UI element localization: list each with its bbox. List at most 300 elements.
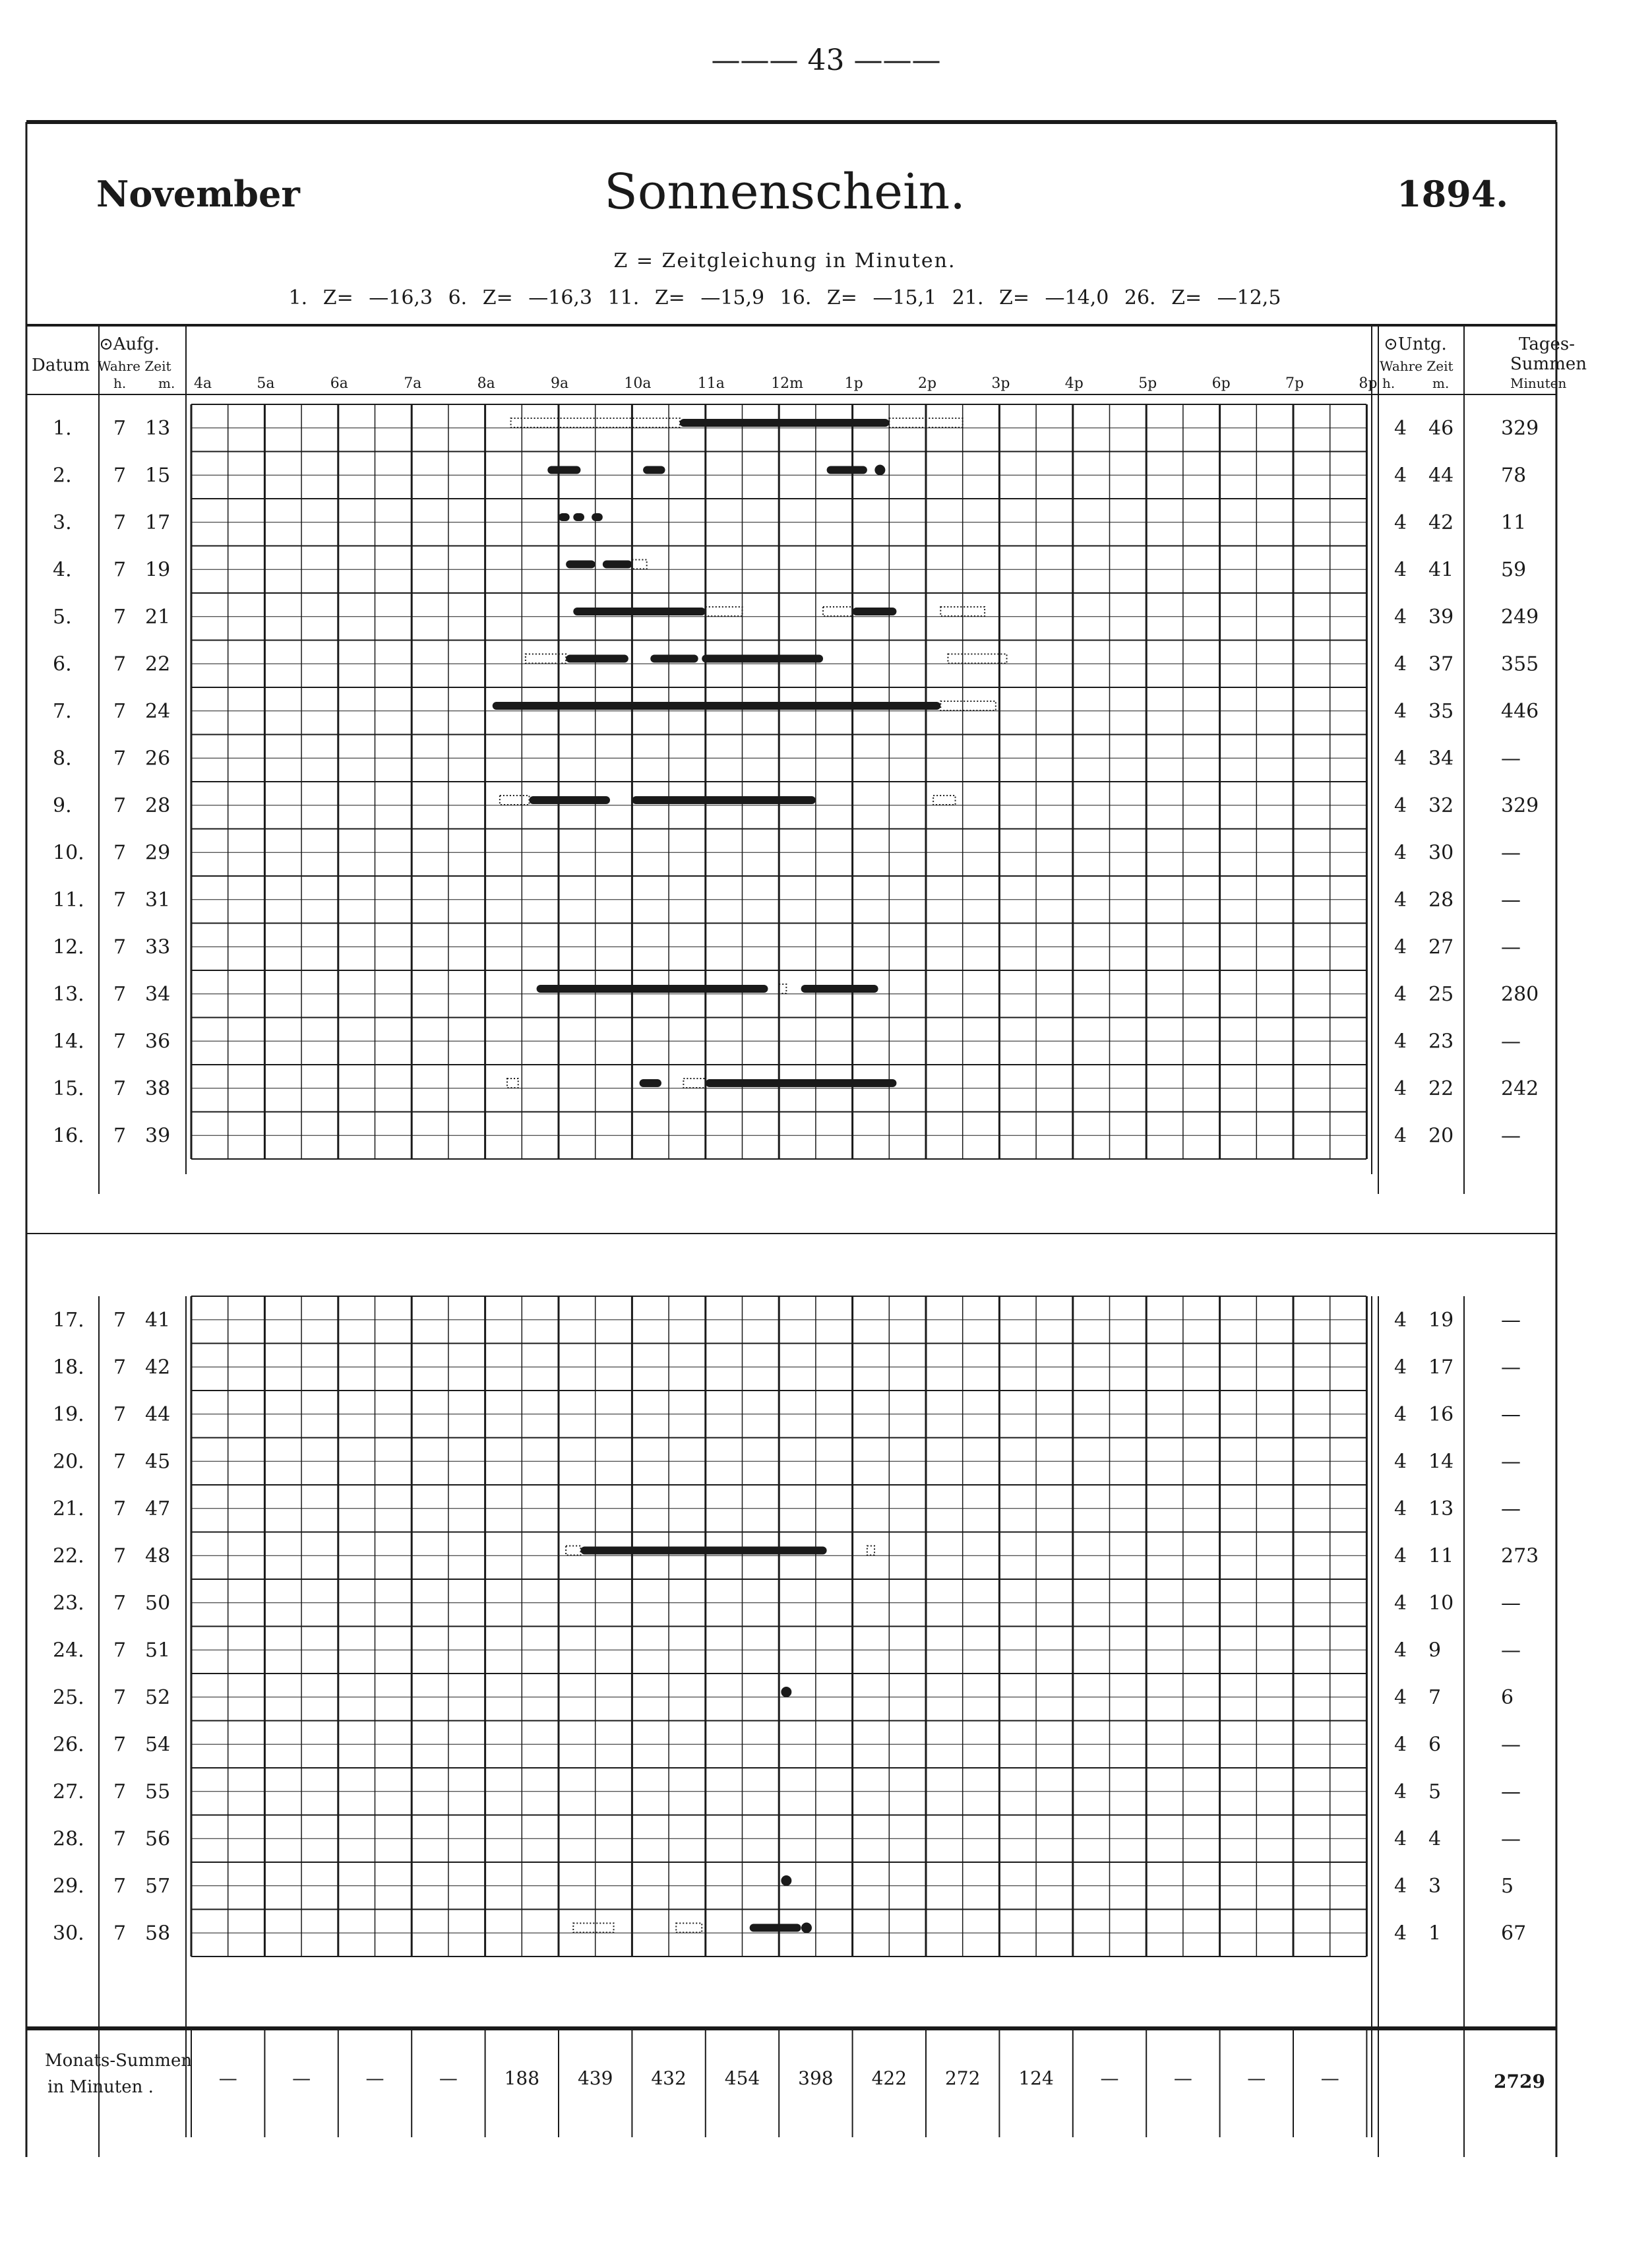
sunrise-hour: 7 bbox=[113, 606, 127, 629]
sunset-minute: 16 bbox=[1428, 1403, 1454, 1426]
sun-trace-faint bbox=[779, 984, 786, 993]
daily-total: — bbox=[1501, 889, 1521, 912]
daily-total: 446 bbox=[1501, 700, 1539, 723]
hour-label: 3p bbox=[991, 375, 1010, 392]
hour-label: 10a bbox=[624, 375, 652, 392]
monthly-sum: — bbox=[1173, 2067, 1192, 2089]
sunrise-minute: 33 bbox=[145, 935, 171, 959]
date-cell: 19. bbox=[53, 1403, 84, 1426]
sunrise-minute: 47 bbox=[145, 1497, 171, 1520]
date-cell: 9. bbox=[53, 794, 72, 817]
date-cell: 8. bbox=[53, 747, 72, 770]
sunset-minute: 42 bbox=[1428, 511, 1454, 534]
sunrise-minute: 26 bbox=[145, 747, 171, 770]
daily-total: 273 bbox=[1501, 1544, 1539, 1568]
sunrise-minute: 15 bbox=[145, 464, 171, 487]
sun-trace bbox=[640, 1079, 661, 1087]
sunrise-minute: 54 bbox=[145, 1733, 171, 1757]
date-cell: 30. bbox=[53, 1922, 84, 1945]
sun-trace-faint bbox=[573, 1924, 613, 1933]
daily-total: 5 bbox=[1501, 1875, 1514, 1898]
year-label: 1894. bbox=[1397, 173, 1509, 215]
sunset-header: ⊙Untg. bbox=[1384, 334, 1447, 354]
sunset-hour: 4 bbox=[1394, 1124, 1407, 1148]
sunset-minute: 28 bbox=[1428, 889, 1454, 912]
page-number: ——— 43 ——— bbox=[711, 44, 941, 77]
sunrise-minute: 42 bbox=[145, 1356, 171, 1379]
sun-trace bbox=[853, 608, 897, 615]
date-cell: 7. bbox=[53, 700, 72, 723]
sunset-hour: 4 bbox=[1394, 1403, 1407, 1426]
daily-total: 329 bbox=[1501, 417, 1539, 440]
sunrise-minute: 13 bbox=[145, 417, 171, 440]
daily-total: — bbox=[1501, 1309, 1521, 1332]
hour-label: 7p bbox=[1285, 375, 1304, 392]
equation-values: 1. Z= —16,3 6. Z= —16,3 11. Z= —15,9 16. Z= —15,1 21. Z= —14,0 26. Z= —12,5 bbox=[288, 286, 1281, 309]
sunrise-minutes-header: m. bbox=[158, 375, 175, 391]
table-row bbox=[53, 1309, 1521, 1332]
table-row bbox=[53, 889, 1521, 912]
sunrise-hour: 7 bbox=[113, 1124, 127, 1148]
sunrise-minute: 41 bbox=[145, 1309, 171, 1332]
sunrise-minute: 58 bbox=[145, 1922, 171, 1945]
sunset-hour: 4 bbox=[1394, 1497, 1407, 1520]
table-rows bbox=[53, 417, 1539, 1945]
sun-trace bbox=[580, 1547, 826, 1555]
sunrise-hour: 7 bbox=[113, 794, 127, 817]
sunset-minute: 14 bbox=[1428, 1450, 1454, 1474]
sun-trace-faint bbox=[867, 1546, 874, 1555]
monthly-sum: — bbox=[1247, 2067, 1266, 2089]
table-row bbox=[53, 606, 1539, 629]
sunset-minute: 23 bbox=[1428, 1030, 1454, 1053]
sunset-minute: 6 bbox=[1428, 1733, 1442, 1757]
sunrise-hour: 7 bbox=[113, 1544, 127, 1568]
sunset-hour: 4 bbox=[1394, 841, 1407, 865]
table-row bbox=[53, 1125, 1521, 1148]
daily-total: 6 bbox=[1501, 1686, 1514, 1709]
sunset-minute: 3 bbox=[1428, 1875, 1442, 1898]
daily-total: 249 bbox=[1501, 606, 1539, 629]
hour-grid bbox=[191, 404, 1366, 1957]
sun-trace-faint bbox=[683, 1079, 705, 1088]
monthly-sum: — bbox=[439, 2067, 458, 2089]
sun-trace-faint bbox=[933, 796, 955, 805]
hour-label: 5p bbox=[1138, 375, 1157, 392]
hour-labels bbox=[194, 375, 1377, 392]
daily-total: 78 bbox=[1501, 464, 1527, 487]
table-row bbox=[53, 1780, 1521, 1803]
monthly-sum: 422 bbox=[871, 2067, 907, 2089]
table-row bbox=[53, 1592, 1521, 1615]
sun-dot bbox=[874, 465, 885, 476]
date-cell: 24. bbox=[53, 1639, 84, 1662]
sun-trace bbox=[537, 985, 768, 993]
sunrise-minute: 17 bbox=[145, 511, 171, 534]
table-row bbox=[53, 1497, 1521, 1520]
date-cell: 22. bbox=[53, 1544, 84, 1568]
sunrise-header: ⊙Aufg. bbox=[99, 334, 160, 354]
daily-total: — bbox=[1501, 1030, 1521, 1053]
sunrise-hour: 7 bbox=[113, 417, 127, 440]
sunrise-minute: 28 bbox=[145, 794, 171, 817]
hour-label: 6a bbox=[330, 375, 348, 392]
date-cell: 23. bbox=[53, 1592, 84, 1615]
hour-label: 4p bbox=[1064, 375, 1084, 392]
sunset-hour: 4 bbox=[1394, 1639, 1407, 1662]
sunrise-hour: 7 bbox=[113, 1875, 127, 1898]
sun-trace bbox=[573, 513, 584, 521]
sunrise-minute: 50 bbox=[145, 1592, 171, 1615]
table-frame bbox=[26, 122, 1556, 2157]
sunset-minutes-header: m. bbox=[1432, 375, 1450, 391]
table-row bbox=[53, 1356, 1521, 1379]
sunset-minute: 20 bbox=[1428, 1124, 1454, 1148]
table-row bbox=[53, 559, 1526, 582]
date-cell: 28. bbox=[53, 1827, 84, 1851]
sunset-minute: 25 bbox=[1428, 983, 1454, 1006]
date-cell: 2. bbox=[53, 464, 72, 487]
table-row bbox=[53, 983, 1539, 1006]
equation-note: Z = Zeitgleichung in Minuten. bbox=[613, 249, 956, 272]
sun-trace bbox=[547, 466, 580, 474]
sun-trace-faint bbox=[566, 1546, 580, 1555]
monthly-sum: — bbox=[1320, 2067, 1339, 2089]
sunset-hour: 4 bbox=[1394, 889, 1407, 912]
sunset-hour: 4 bbox=[1394, 1733, 1407, 1757]
sun-trace bbox=[566, 655, 628, 663]
daily-total: — bbox=[1501, 1356, 1521, 1379]
sunset-hour: 4 bbox=[1394, 1450, 1407, 1474]
sunset-minute: 1 bbox=[1428, 1922, 1442, 1945]
date-cell: 26. bbox=[53, 1733, 84, 1757]
hour-label: 8a bbox=[477, 375, 495, 392]
daily-total: — bbox=[1501, 1403, 1521, 1426]
sunset-hour: 4 bbox=[1394, 1686, 1407, 1709]
daily-sums-header-1: Tages- bbox=[1519, 334, 1575, 354]
sunset-hour: 4 bbox=[1394, 1827, 1407, 1851]
sunset-hour: 4 bbox=[1394, 1077, 1407, 1100]
sunrise-hour: 7 bbox=[113, 511, 127, 534]
sunrise-hour: 7 bbox=[113, 1827, 127, 1851]
hour-label: 9a bbox=[551, 375, 569, 392]
sunrise-hour: 7 bbox=[113, 652, 127, 676]
sunset-minute: 46 bbox=[1428, 417, 1454, 440]
sun-trace-faint bbox=[948, 654, 1006, 664]
sun-trace bbox=[827, 466, 867, 474]
sunrise-hour: 7 bbox=[113, 1639, 127, 1662]
sunrise-hour: 7 bbox=[113, 935, 127, 959]
date-cell: 27. bbox=[53, 1780, 84, 1803]
sunshine-traces bbox=[493, 418, 1007, 1933]
daily-total: 280 bbox=[1501, 983, 1539, 1006]
date-cell: 1. bbox=[53, 417, 72, 440]
sunset-hour: 4 bbox=[1394, 794, 1407, 817]
sun-trace-faint bbox=[676, 1924, 702, 1933]
sunrise-minute: 56 bbox=[145, 1827, 171, 1851]
sunset-minute: 11 bbox=[1428, 1544, 1454, 1568]
table-row bbox=[53, 1451, 1521, 1474]
daily-total: — bbox=[1501, 1124, 1521, 1148]
sunrise-hour: 7 bbox=[113, 983, 127, 1006]
page-title: Sonnenschein. bbox=[604, 164, 965, 220]
hour-label: 2p bbox=[918, 375, 937, 392]
date-cell: 5. bbox=[53, 606, 72, 629]
daily-total: 329 bbox=[1501, 794, 1539, 817]
daily-sums-header-3: Minuten bbox=[1510, 375, 1567, 391]
daily-total: — bbox=[1501, 1827, 1521, 1851]
sunrise-hour: 7 bbox=[113, 747, 127, 770]
sun-trace bbox=[559, 513, 570, 521]
sunrise-minute: 22 bbox=[145, 652, 171, 676]
sunset-minute: 44 bbox=[1428, 464, 1454, 487]
monthly-sum: 272 bbox=[944, 2067, 981, 2089]
sunrise-hour: 7 bbox=[113, 1733, 127, 1757]
sunrise-minute: 24 bbox=[145, 700, 171, 723]
date-cell: 25. bbox=[53, 1686, 84, 1709]
sunset-minute: 34 bbox=[1428, 747, 1454, 770]
sun-trace-faint bbox=[632, 560, 646, 569]
hour-label: 11a bbox=[697, 375, 725, 392]
daily-total: — bbox=[1501, 1733, 1521, 1757]
date-cell: 29. bbox=[53, 1875, 84, 1898]
sunset-minute: 9 bbox=[1428, 1639, 1442, 1662]
monthly-sums-label: Monats-Summen bbox=[45, 2051, 193, 2071]
sun-trace bbox=[493, 702, 941, 710]
daily-total: — bbox=[1501, 935, 1521, 959]
monthly-sum: 454 bbox=[724, 2067, 760, 2089]
sun-trace-faint bbox=[500, 796, 530, 805]
date-cell: 10. bbox=[53, 841, 84, 865]
sunset-hour: 4 bbox=[1394, 1592, 1407, 1615]
sun-trace bbox=[566, 561, 596, 569]
sunset-hour: 4 bbox=[1394, 1922, 1407, 1945]
sunrise-hour: 7 bbox=[113, 1077, 127, 1100]
table-row bbox=[53, 936, 1521, 959]
daily-total: — bbox=[1501, 1450, 1521, 1474]
datum-header: Datum bbox=[32, 356, 90, 375]
sunset-minute: 22 bbox=[1428, 1077, 1454, 1100]
table-row bbox=[53, 1734, 1521, 1757]
sunset-minute: 13 bbox=[1428, 1497, 1454, 1520]
sun-trace bbox=[750, 1924, 801, 1932]
sunset-hour: 4 bbox=[1394, 983, 1407, 1006]
monthly-sum: 439 bbox=[577, 2067, 613, 2089]
sunrise-minute: 45 bbox=[145, 1450, 171, 1474]
sunset-hours-header: h. bbox=[1382, 375, 1395, 391]
sunrise-hour: 7 bbox=[113, 1403, 127, 1426]
daily-total: 59 bbox=[1501, 558, 1527, 582]
sunset-hour: 4 bbox=[1394, 1875, 1407, 1898]
daily-total: 355 bbox=[1501, 652, 1539, 676]
sun-trace-faint bbox=[706, 607, 743, 616]
sun-dot bbox=[781, 1687, 791, 1697]
daily-total: — bbox=[1501, 747, 1521, 770]
sun-trace bbox=[643, 466, 665, 474]
sunset-minute: 27 bbox=[1428, 935, 1454, 959]
sun-trace bbox=[650, 655, 698, 663]
sunset-hour: 4 bbox=[1394, 511, 1407, 534]
sunset-minute: 37 bbox=[1428, 652, 1454, 676]
monthly-sum: — bbox=[1100, 2067, 1119, 2089]
sunset-hour: 4 bbox=[1394, 652, 1407, 676]
daily-total: — bbox=[1501, 1497, 1521, 1520]
daily-total: 67 bbox=[1501, 1922, 1527, 1945]
sunset-hour: 4 bbox=[1394, 700, 1407, 723]
monthly-sum: — bbox=[365, 2067, 384, 2089]
hour-label: 8p bbox=[1359, 375, 1378, 392]
sunset-hour: 4 bbox=[1394, 1780, 1407, 1803]
monthly-sums-row bbox=[45, 2028, 1545, 2137]
sunset-minute: 4 bbox=[1428, 1827, 1442, 1851]
table-row bbox=[53, 1828, 1521, 1851]
sun-dot bbox=[801, 1923, 812, 1933]
sunrise-hour: 7 bbox=[113, 1592, 127, 1615]
sunset-true-time-header: Wahre Zeit bbox=[1380, 358, 1453, 374]
sunrise-minute: 48 bbox=[145, 1544, 171, 1568]
table-row bbox=[53, 1403, 1521, 1426]
sunset-minute: 41 bbox=[1428, 558, 1454, 582]
sunrise-minute: 51 bbox=[145, 1639, 171, 1662]
sunset-minute: 19 bbox=[1428, 1309, 1454, 1332]
date-cell: 12. bbox=[53, 935, 84, 959]
daily-total: 242 bbox=[1501, 1077, 1539, 1100]
date-cell: 15. bbox=[53, 1077, 84, 1100]
sunset-hour: 4 bbox=[1394, 747, 1407, 770]
date-cell: 4. bbox=[53, 558, 72, 582]
sunset-hour: 4 bbox=[1394, 1356, 1407, 1379]
sunrise-hour: 7 bbox=[113, 1309, 127, 1332]
daily-total: — bbox=[1501, 841, 1521, 865]
monthly-total: 2729 bbox=[1494, 2071, 1545, 2092]
sun-trace bbox=[592, 513, 603, 521]
sunrise-hour: 7 bbox=[113, 1497, 127, 1520]
sun-trace bbox=[529, 796, 610, 804]
date-cell: 21. bbox=[53, 1497, 84, 1520]
sunset-hour: 4 bbox=[1394, 606, 1407, 629]
sunrise-hour: 7 bbox=[113, 464, 127, 487]
monthly-sum: — bbox=[292, 2067, 311, 2089]
sunset-minute: 7 bbox=[1428, 1686, 1442, 1709]
hour-label: 7a bbox=[404, 375, 422, 392]
sun-trace bbox=[801, 985, 878, 993]
date-cell: 6. bbox=[53, 652, 72, 676]
sunrise-hour: 7 bbox=[113, 1450, 127, 1474]
sunset-hour: 4 bbox=[1394, 1030, 1407, 1053]
daily-total: — bbox=[1501, 1592, 1521, 1615]
sunrise-minute: 57 bbox=[145, 1875, 171, 1898]
sun-trace bbox=[632, 796, 816, 804]
sunset-minute: 32 bbox=[1428, 794, 1454, 817]
sunrise-minute: 52 bbox=[145, 1686, 171, 1709]
sun-trace bbox=[573, 608, 706, 615]
sun-trace bbox=[603, 561, 632, 569]
sunrise-minute: 34 bbox=[145, 983, 171, 1006]
monthly-sum: — bbox=[218, 2067, 237, 2089]
table-row bbox=[53, 842, 1521, 865]
monthly-sum: 188 bbox=[504, 2067, 540, 2089]
sunset-minute: 30 bbox=[1428, 841, 1454, 865]
sun-dot bbox=[781, 1875, 791, 1886]
sunrise-minute: 36 bbox=[145, 1030, 171, 1053]
sunset-hour: 4 bbox=[1394, 417, 1407, 440]
sun-trace bbox=[706, 1079, 897, 1087]
monthly-sum: 398 bbox=[798, 2067, 834, 2089]
hour-label: 4a bbox=[194, 375, 212, 392]
sun-trace bbox=[680, 419, 889, 427]
sunrise-hours-header: h. bbox=[113, 375, 127, 391]
sunset-minute: 35 bbox=[1428, 700, 1454, 723]
table-row bbox=[53, 1030, 1521, 1053]
sunrise-hour: 7 bbox=[113, 1922, 127, 1945]
sunset-minute: 5 bbox=[1428, 1780, 1442, 1803]
date-cell: 18. bbox=[53, 1356, 84, 1379]
daily-total: — bbox=[1501, 1780, 1521, 1803]
monthly-sums-unit: in Minuten . bbox=[47, 2077, 154, 2097]
sunrise-hour: 7 bbox=[113, 1356, 127, 1379]
monthly-sum: 432 bbox=[651, 2067, 687, 2089]
sunrise-hour: 7 bbox=[113, 700, 127, 723]
date-cell: 16. bbox=[53, 1124, 84, 1148]
month-label: November bbox=[96, 173, 300, 215]
sunrise-minute: 39 bbox=[145, 1124, 171, 1148]
sunrise-hour: 7 bbox=[113, 1780, 127, 1803]
sunrise-minute: 29 bbox=[145, 841, 171, 865]
sunset-minute: 39 bbox=[1428, 606, 1454, 629]
table-row bbox=[53, 1639, 1521, 1662]
sun-trace-faint bbox=[507, 1079, 518, 1088]
sunrise-hour: 7 bbox=[113, 889, 127, 912]
sunset-hour: 4 bbox=[1394, 1309, 1407, 1332]
sunrise-minute: 44 bbox=[145, 1403, 171, 1426]
hour-label: 12m bbox=[771, 375, 804, 392]
monthly-sum: 124 bbox=[1018, 2067, 1054, 2089]
sunrise-minute: 31 bbox=[145, 889, 171, 912]
sun-trace-faint bbox=[940, 701, 996, 710]
hour-label: 1p bbox=[844, 375, 863, 392]
date-cell: 17. bbox=[53, 1309, 84, 1332]
date-cell: 20. bbox=[53, 1450, 84, 1474]
sun-trace bbox=[702, 655, 823, 663]
sunrise-minute: 21 bbox=[145, 606, 171, 629]
sun-trace-faint bbox=[526, 654, 566, 664]
hour-label: 5a bbox=[257, 375, 275, 392]
sunset-hour: 4 bbox=[1394, 1544, 1407, 1568]
sun-trace-faint bbox=[823, 607, 853, 616]
daily-total: 11 bbox=[1501, 511, 1527, 534]
date-cell: 11. bbox=[53, 889, 84, 912]
date-cell: 3. bbox=[53, 511, 72, 534]
sunset-minute: 10 bbox=[1428, 1592, 1454, 1615]
date-cell: 14. bbox=[53, 1030, 84, 1053]
hour-label: 6p bbox=[1211, 375, 1231, 392]
sunset-hour: 4 bbox=[1394, 464, 1407, 487]
sunrise-true-time-header: Wahre Zeit bbox=[98, 358, 171, 374]
date-cell: 13. bbox=[53, 983, 84, 1006]
sunrise-hour: 7 bbox=[113, 841, 127, 865]
table-row bbox=[53, 464, 1526, 487]
table-row bbox=[53, 747, 1521, 770]
sunset-minute: 17 bbox=[1428, 1356, 1454, 1379]
sunrise-minute: 38 bbox=[145, 1077, 171, 1100]
daily-total: — bbox=[1501, 1639, 1521, 1662]
sunrise-hour: 7 bbox=[113, 558, 127, 582]
sunrise-hour: 7 bbox=[113, 1030, 127, 1053]
daily-sums-header-2: Summen bbox=[1510, 354, 1587, 374]
sunrise-minute: 55 bbox=[145, 1780, 171, 1803]
table-row bbox=[53, 511, 1526, 534]
sunset-hour: 4 bbox=[1394, 558, 1407, 582]
